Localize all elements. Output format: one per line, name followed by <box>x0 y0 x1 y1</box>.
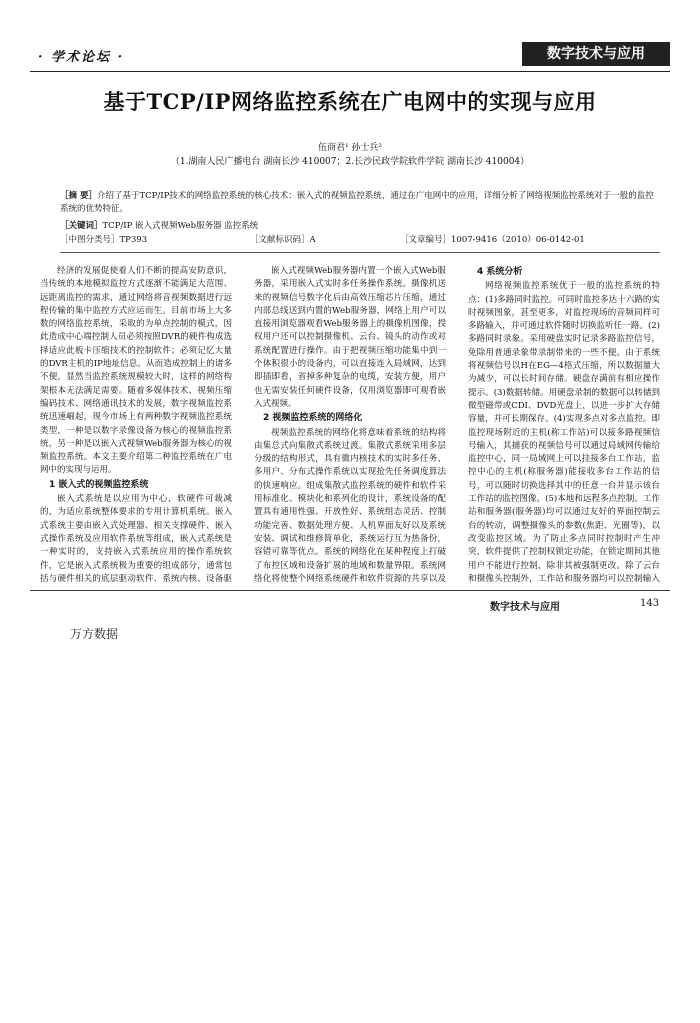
page-header <box>30 40 670 70</box>
header-rule <box>30 71 670 72</box>
section-4-heading: 4 系统分析 <box>477 267 523 277</box>
section-2-heading: 2 视频监控系统的网络化 <box>263 413 363 424</box>
authors: 伍商君¹ 孙士兵² <box>317 143 383 153</box>
classification-line <box>60 233 660 246</box>
section-2-paragraph: 视频监控系统的网络化将意味着系统的结构将由集总式向集散式系统过渡。集散式系统采用多层分级的结构形式，具有微内核技术的实时多任务、多用户、分布式操作系统以实现抢先任务调度算法的快速响应。组成集散式监控系统的硬件和软件采用标准化、模块化和系列化的设计，系统设备的配置具有通用性强、开放性好、系统组态灵活、控制功能完善、数据处理方便、人机界面友好以及系统安装、调试和维修简单化，系统运行互为热备份，容错可靠等优点。系统的网络化在某种程度上打破了布控区域和设备扩展的地域和数量界限。系统网络化将使整个网络系统硬件和软件资源的共享以及 <box>254 427 446 583</box>
watermark: 万方数据 <box>70 627 119 641</box>
abstract <box>60 190 660 216</box>
abstract-rule <box>60 252 660 253</box>
keywords-text: TCP/IP 嵌入式视频Web服务器 监控系统 <box>102 221 259 231</box>
column-right <box>468 265 660 583</box>
column-left <box>40 265 232 583</box>
article-number: ［文章编号］1007-9416（2010）06-0142-01 <box>400 235 585 245</box>
article-title: 基于TCP/IP网络监控系统在广电网中的实现与应用 <box>103 89 597 114</box>
abstract-text: 介绍了基于TCP/IP技术的网络监控系统的核心技术：嵌入式的视频监控系统，通过在广电网中的应用，详细分析了网络视频监控系统对于一般的监控系统的优势特征。 <box>60 191 654 214</box>
section-tag: · 学术论坛 · <box>38 50 125 65</box>
abstract-label: ［摘 要］ <box>60 191 97 201</box>
document-code: ［文献标识码］A <box>250 235 316 245</box>
section-1-heading: 1 嵌入式的视频监控系统 <box>49 479 149 490</box>
section-1-paragraph-2: 嵌入式视频Web服务器内置一个嵌入式Web服务器，采用嵌入式实时多任务操作系统。摄像机送来的视频信号数字化后由高效压缩芯片压缩，通过内部总线送到内置的Web服务器，网络上用户可以直接用浏览器观看Web服务器上的摄像机图像，授权用户还可以控制摄像机、云台、镜头的动作或对系统配置进行操作。由于把视频压缩功能集中到一个体积很小的设备内，可以直接连入局域网，达到即插即看，省掉多种复杂的电缆，安装方便，用户也无需安装任何硬件设备，仅用浏览器即可观看嵌入式视频。 <box>254 266 446 409</box>
keywords-label: ［关键词］ <box>60 221 103 231</box>
intro-paragraph: 经济的发展促使着人们不断的提高安防意识，当传统的本地模拟监控方式逐渐不能满足大范围、远距离监控的需求，通过网络将音视频数据进行远程传输的集中监控方式应运而生。目前市场上大多数的网络监控系统，采取的为单点控制的模式，因此造成中心端控制人员必须按照DVR的硬件构成选择适应此板卡压缩技术的控制软件；必须记忆大量的DVR主机的IP地址信息。从而造成控制上的诸多不便，显然当监控系统规模较大时，这样的网络构架根本无法满足需要。随着多媒体技术、视频压缩编码技术、网络通讯技术的发展，数字视频监控系统迅速崛起，现今市场上有两种数字视频监控系统类型，一种是以数字录像设备为核心的视频监控系统，另一种是以嵌入式视频Web服务器为核心的视频监控系统。本文主要介绍第二种监控系统在广电网中的实现与运用。 <box>40 266 232 476</box>
column-middle <box>254 265 446 583</box>
section-4-paragraph: 网络视频监控系统优于一般的监控系统的特点：(1)多路同时监控。可同时监控多达十六路的实时视频图象，甚至更多，对监控现场的音频同样可多路输入，并可通过软件随时切换监听任一路。(2)多路同时录象。采用硬盘实时记录多路监控信号，免除用普通录象带录制带来的一些不便。由于系统将视频信号以H在EG—4格式压缩，所以数据量大为减少，可以长时间存储。硬盘存满前有相应操作提示。(3)数据转储。用硬盘录制的数据可以转储到微型磁带或CDI、DVD光盘上，以进一步扩大存储容量，并可长期保存。(4)实现多点对多点监控。即监控现场附近的主机(称工作站)可以接多路视频信号输入，其捕获的视频信号可以通过局域网传输给监控中心，同一局域网上可以挂接多台工作站，监控中心的主机(称服务器)能接收多台工作站的信号，可以随时切换选择其中的任意一台并显示该台工作站的监控图像。(5)本地和远程多点控制。工作站和服务器(服务器)均可以通过友好的界面控制云台的转动，调整摄像头的参数(焦距、光圈等)，以改变监控区域。为了防止多点同时控制时产生冲突，软件提供了控制权锁定功能，在锁定期间其他用户不能进行控制，除非其被强制更改。除了云台和摄像头控制外，工作站和服务器均可以控制输入 <box>468 281 660 583</box>
footer-rule <box>30 590 670 591</box>
footer-journal-name: 数字技术与应用 <box>490 602 560 613</box>
page-number: 143 <box>640 598 660 609</box>
keywords <box>60 219 660 232</box>
affiliation: （1.湖南人民广播电台 湖南长沙 410007；2.长沙民政学院软件学院 湖南长沙 410004） <box>170 157 530 167</box>
section-1-paragraph-1: 嵌入式系统是以应用为中心，软硬件可裁减的，为适应系统整体要求的专用计算机系统。嵌入式系统主要由嵌入式处理器、相关支撑硬件、嵌入式操作系统及应用软件系统等组成，嵌入式系统是一种实时的，支持嵌入式系统应用的操作系统软件，它是嵌入式系统极为重要的组成部分，通常包括与硬件相关的底层驱动软件、系统内核、设备驱 <box>40 494 232 583</box>
clc-number: ［中图分类号］TP393 <box>60 235 148 245</box>
column-banner: 数字技术与应用 <box>522 42 670 66</box>
